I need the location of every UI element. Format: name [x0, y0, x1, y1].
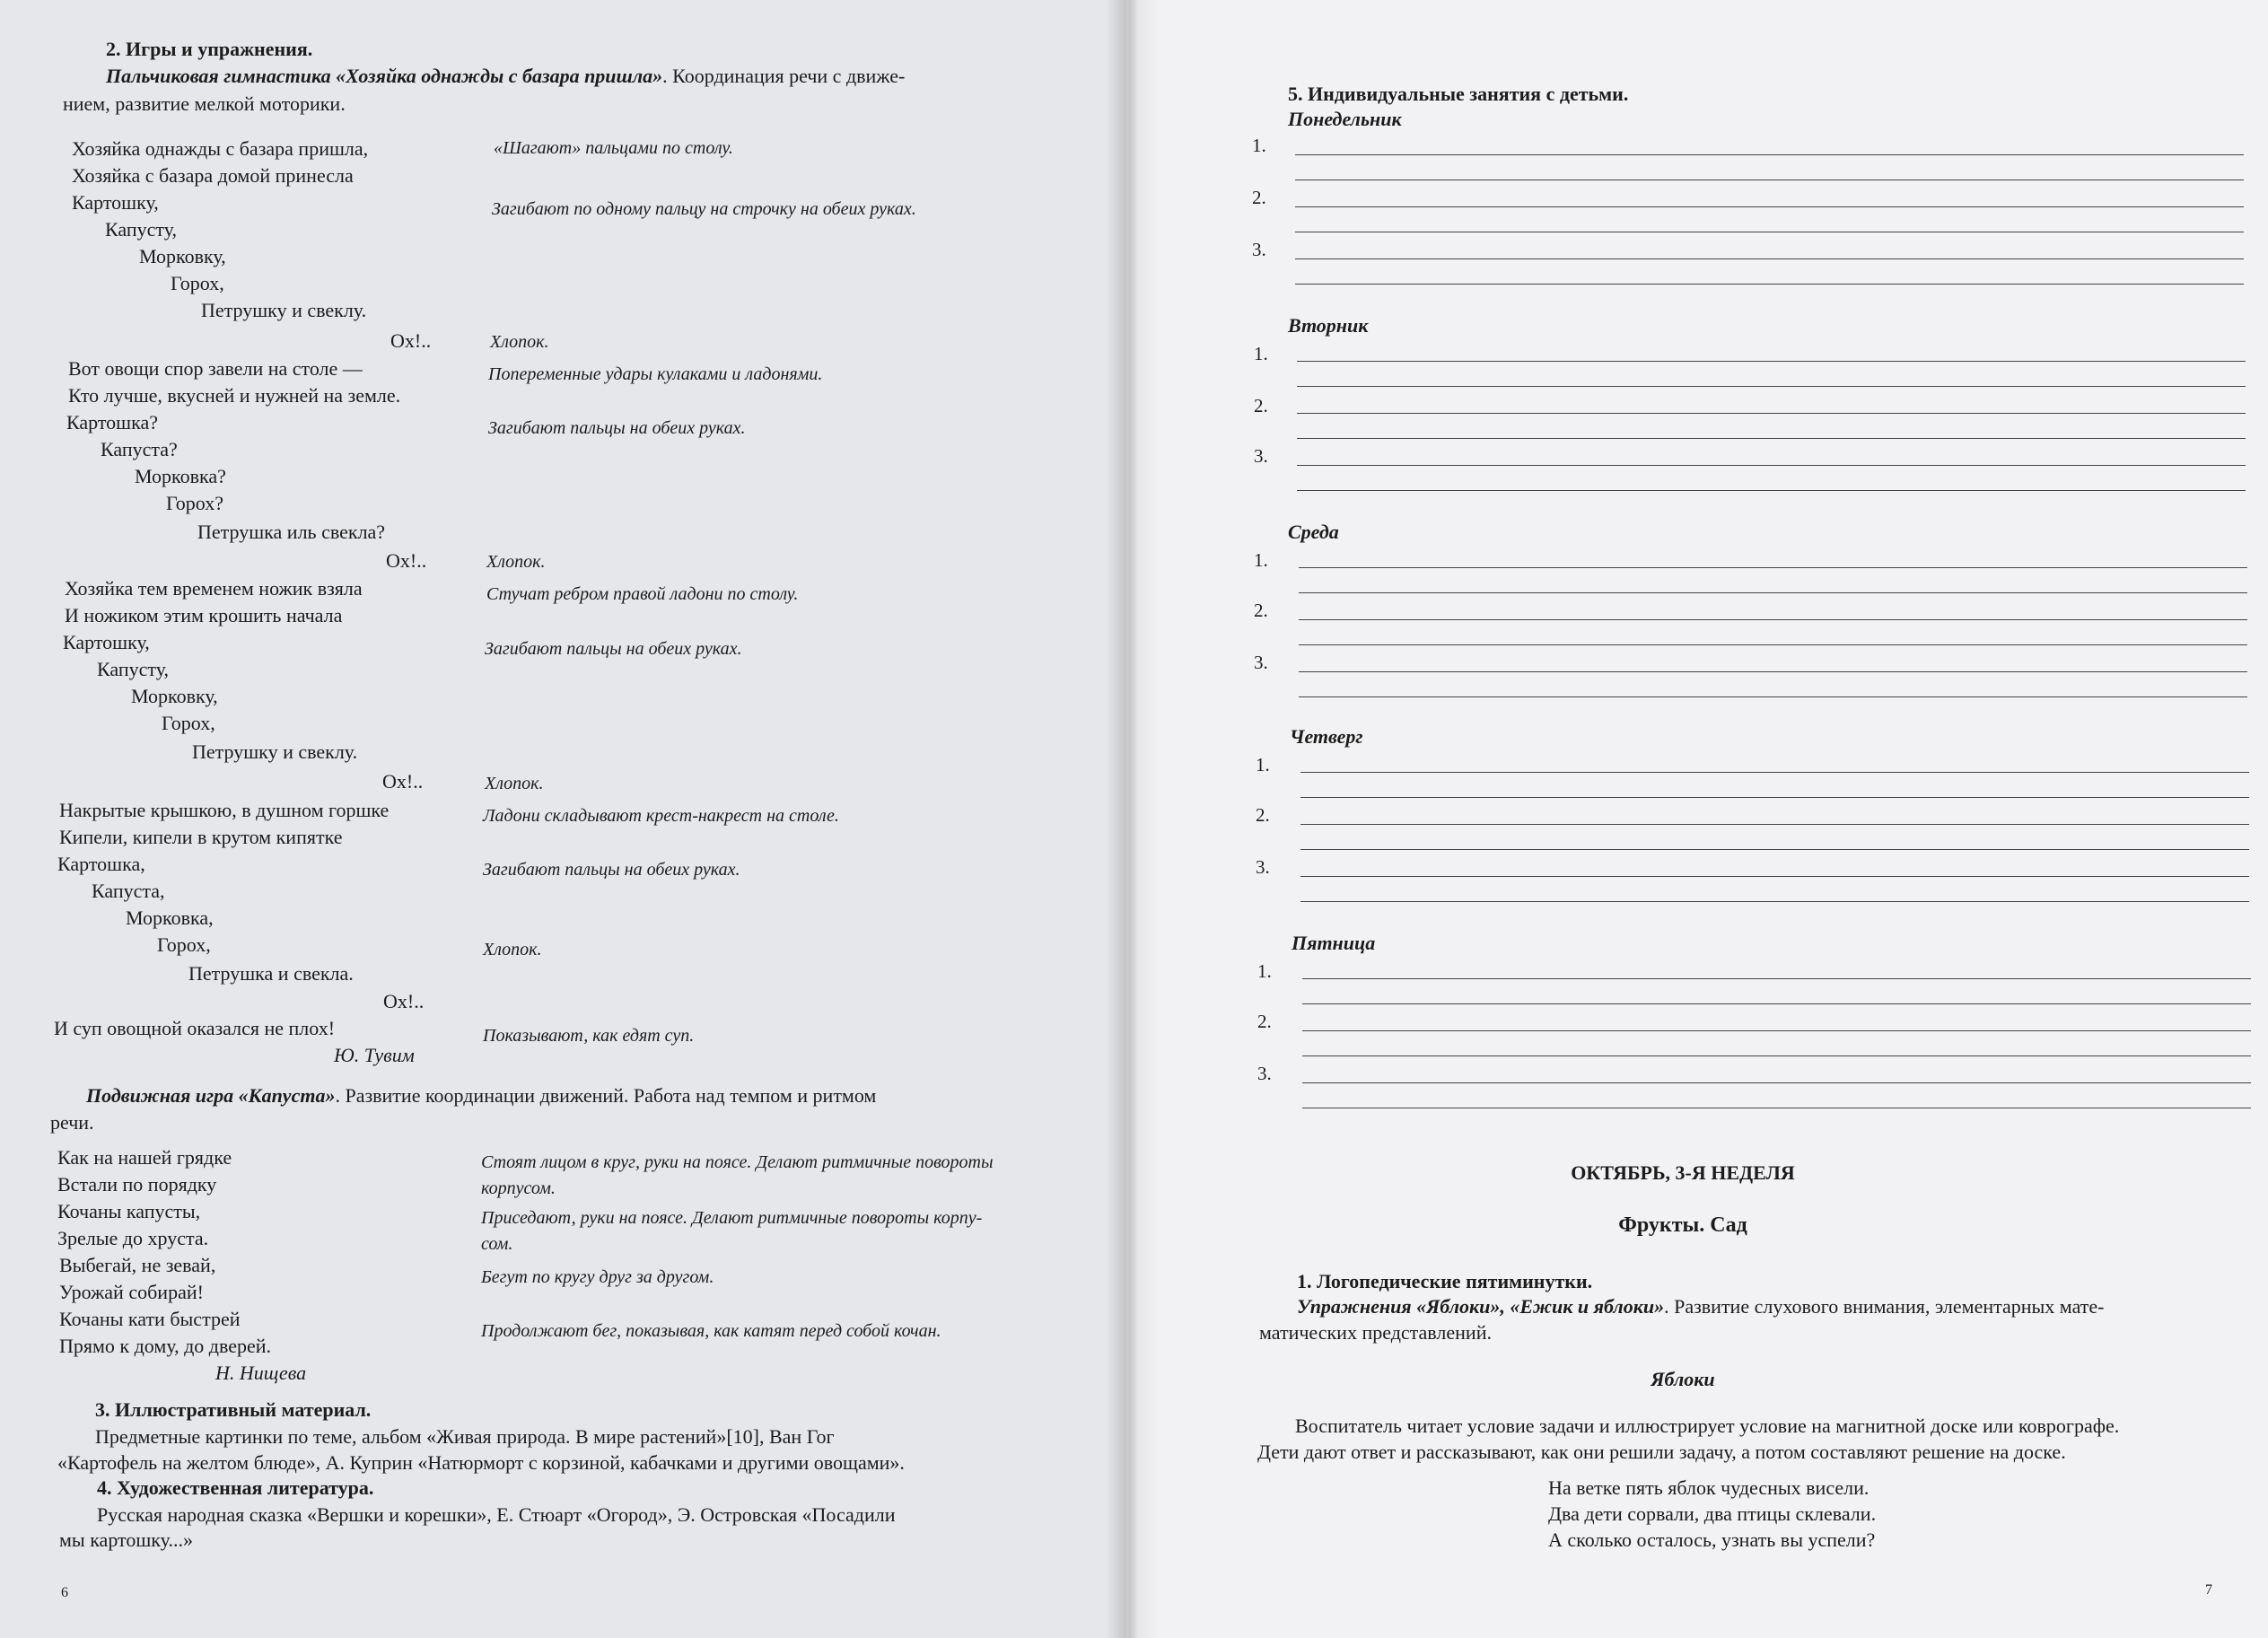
mobile-game-desc: . Развитие координации движений. Работа над темпом и ритмом [335, 1084, 877, 1107]
line-number: 3. [1257, 1063, 1272, 1084]
poem-line: Петрушку и свеклу. [201, 299, 367, 321]
game-line: Кочаны капусты, [57, 1200, 201, 1222]
poem-line: Кто лучше, вкусней и нужней на земле. [68, 384, 401, 407]
poem-line: Горох, [162, 712, 215, 734]
game-note: корпусом. [481, 1178, 556, 1198]
write-line [1299, 644, 2247, 645]
day-thursday: Четверг [1290, 725, 1363, 748]
section2-title: 2. Игры и упражнения. [106, 38, 313, 60]
poem-line: Петрушку и свеклу. [192, 740, 358, 763]
poem-note: Попеременные удары кулаками и ладонями. [488, 364, 823, 384]
game-line: Выбегай, не зевай, [59, 1254, 216, 1276]
poem-note: Загибают пальцы на обеих руках. [485, 639, 742, 659]
line-number: 1. [1257, 960, 1272, 982]
poem-author: Ю. Тувим [334, 1044, 415, 1066]
poem-line: Горох, [157, 933, 211, 956]
poem-line: Картошку, [72, 191, 159, 214]
write-line [1295, 284, 2244, 285]
day-friday: Пятница [1292, 932, 1376, 954]
left-page [0, 0, 1126, 1638]
poem-line: Ох!.. [386, 549, 427, 572]
line-number: 1. [1254, 549, 1268, 571]
section3-title: 3. Иллюстративный материал. [95, 1398, 372, 1421]
section3-text: Предметные картинки по теме, альбом «Живая природа. В мире растений»[10], Ван Гог [95, 1425, 835, 1448]
poem-line: Ох!.. [382, 770, 424, 793]
game-line: Прямо к дому, до дверей. [59, 1335, 272, 1357]
exercise-desc-cont: матических представлений. [1259, 1321, 1492, 1344]
day-wednesday: Среда [1288, 521, 1339, 543]
topic-heading: Фрукты. Сад [1618, 1213, 1747, 1237]
poem-line: Морковка? [135, 465, 226, 487]
poem-line: Хозяйка тем временем ножик взяла [65, 577, 363, 600]
week-heading: ОКТЯБРЬ, 3-Я НЕДЕЛЯ [1571, 1161, 1795, 1184]
line-number: 1. [1254, 343, 1268, 364]
poem-line: Горох, [171, 272, 224, 294]
poem-line: Картошка? [66, 411, 159, 434]
game-line: Встали по порядку [57, 1173, 217, 1196]
poem-line: Морковку, [131, 685, 218, 707]
game-note: Бегут по кругу друг за другом. [481, 1267, 714, 1287]
write-line [1297, 386, 2246, 387]
poem-note: Хлопок. [485, 774, 544, 793]
poem-line: И суп овощной оказался не плох! [54, 1017, 336, 1039]
mobile-game-title: Подвижная игра «Капуста» [86, 1084, 336, 1107]
line-number: 3. [1256, 856, 1270, 878]
poem-line: Вот овощи спор завели на столе — [68, 357, 363, 380]
write-line [1299, 696, 2247, 697]
line-number: 3. [1254, 445, 1268, 467]
write-line [1295, 258, 2244, 259]
game-note: Стоят лицом в круг, руки на поясе. Делают ритмичные повороты [481, 1152, 994, 1172]
poem-line: Горох? [166, 492, 224, 514]
write-line [1300, 797, 2249, 798]
poem-line: Морковку, [139, 245, 226, 267]
line-number: 3. [1252, 239, 1266, 260]
exercise-intro [1297, 1295, 2104, 1318]
write-line [1302, 1082, 2251, 1083]
write-line [1297, 490, 2246, 491]
poem-line: Кипели, кипели в крутом кипятке [59, 826, 343, 848]
write-line [1295, 154, 2244, 155]
write-line [1300, 876, 2249, 877]
write-line [1302, 1030, 2251, 1031]
game-line: Как на нашей грядке [57, 1146, 232, 1169]
write-line [1300, 849, 2249, 850]
game-author: Н. Нищева [215, 1362, 307, 1384]
write-line [1297, 438, 2246, 439]
line-number: 2. [1257, 1011, 1272, 1032]
write-line [1297, 361, 2246, 362]
write-line [1300, 824, 2249, 825]
write-line [1297, 465, 2246, 466]
game-line: Зрелые до хруста. [57, 1227, 209, 1249]
task-line: А сколько осталось, узнать вы успели? [1548, 1529, 1876, 1551]
book-spine-shadow [1106, 0, 1160, 1638]
poem-note: Хлопок. [486, 552, 546, 572]
game-note: сом. [481, 1234, 513, 1254]
mobile-game-intro [86, 1084, 876, 1108]
section4-text-cont: мы картошку...» [59, 1529, 193, 1551]
teacher-text: Воспитатель читает условие задачи и иллюстрирует условие на магнитной доске или коврографе. [1295, 1415, 2120, 1437]
finger-game-intro [106, 65, 905, 88]
poem-note: Загибают по одному пальцу на строчку на обеих руках. [492, 199, 916, 219]
poem-line: Капусту, [105, 218, 178, 241]
poem-line: Хозяйка с базара домой принесла [72, 164, 354, 187]
poem-line: Петрушка иль свекла? [197, 521, 386, 543]
finger-game-title: Пальчиковая гимнастика «Хозяйка однажды с базара пришла» [106, 65, 663, 87]
game-note: Продолжают бег, показывая, как катят перед собой кочан. [481, 1321, 941, 1341]
poem-note: Загибают пальцы на обеих руках. [483, 860, 740, 880]
finger-game-desc-cont: нием, развитие мелкой моторики. [63, 92, 346, 115]
write-line [1300, 901, 2249, 902]
section4-text: Русская народная сказка «Вершки и корешки», Е. Стюарт «Огород», Э. Островская «Посадили [97, 1503, 896, 1526]
poem-note: Показывают, как едят суп. [483, 1026, 695, 1046]
poem-line: Ох!.. [390, 329, 432, 352]
write-line [1299, 619, 2247, 620]
line-number: 2. [1256, 804, 1270, 826]
game-line: Кочаны кати быстрей [59, 1308, 241, 1330]
finger-game-desc: . Координация речи с движе- [662, 65, 906, 87]
poem-line: Петрушка и свекла. [188, 962, 354, 985]
line-number: 1. [1252, 135, 1266, 156]
page-number: 7 [2205, 1582, 2212, 1598]
poem-note: «Шагают» пальцами по столу. [494, 138, 733, 158]
poem-note: Загибают пальцы на обеих руках. [488, 418, 746, 438]
poem-line: Капусту, [97, 658, 170, 680]
write-line [1299, 592, 2247, 593]
section4-title: 4. Художественная литература. [97, 1476, 374, 1499]
logo-title: 1. Логопедические пятиминутки. [1297, 1270, 1593, 1292]
section5-title: 5. Индивидуальные занятия с детьми. [1288, 83, 1629, 105]
poem-line: Картошка, [57, 853, 145, 875]
poem-line: Морковка, [126, 907, 214, 929]
task-line: На ветке пять яблок чудесных висели. [1548, 1476, 1870, 1499]
page-number: 6 [61, 1585, 68, 1600]
write-line [1302, 978, 2251, 979]
mobile-game-desc-cont: речи. [50, 1111, 94, 1134]
poem-line: Картошку, [63, 631, 150, 653]
line-number: 2. [1254, 395, 1268, 416]
right-page [1126, 0, 2268, 1638]
game-line: Урожай собирай! [59, 1281, 204, 1303]
poem-line: Хозяйка однажды с базара пришла, [72, 137, 369, 160]
line-number: 2. [1252, 187, 1266, 208]
poem-line: Ох!.. [383, 990, 425, 1012]
section3-text-cont: «Картофель на желтом блюде», А. Куприн «Натюрморт с корзиной, кабачками и другими овощами». [57, 1451, 905, 1474]
game-note: Приседают, руки на поясе. Делают ритмичные повороты корпу- [481, 1208, 983, 1228]
poem-line: Капуста, [92, 880, 165, 902]
write-line [1302, 1003, 2251, 1004]
poem-note: Ладони складывают крест-накрест на столе. [483, 806, 839, 826]
write-line [1300, 772, 2249, 773]
line-number: 2. [1254, 600, 1268, 621]
poem-line: Капуста? [101, 438, 178, 460]
poem-note: Стучат ребром правой ладони по столу. [486, 584, 799, 604]
write-line [1295, 206, 2244, 207]
write-line [1299, 567, 2247, 568]
exercise-title: Упражнения «Яблоки», «Ежик и яблоки» [1297, 1295, 1665, 1318]
write-line [1299, 671, 2247, 672]
poem-line: И ножиком этим крошить начала [65, 604, 343, 626]
day-monday: Понедельник [1288, 108, 1402, 130]
apples-heading: Яблоки [1651, 1368, 1715, 1390]
exercise-desc: . Развитие слухового внимания, элементарных мате- [1664, 1295, 2105, 1318]
line-number: 1. [1256, 754, 1270, 775]
day-tuesday: Вторник [1288, 314, 1369, 337]
poem-note: Хлопок. [483, 940, 542, 959]
teacher-text-cont: Дети дают ответ и рассказывают, как они решили задачу, а потом составляют решение на доске. [1257, 1441, 2066, 1463]
poem-note: Хлопок. [490, 332, 549, 352]
task-line: Два дети сорвали, два птицы склевали. [1548, 1502, 1877, 1525]
line-number: 3. [1254, 652, 1268, 673]
poem-line: Накрытые крышкою, в душном горшке [59, 799, 390, 821]
write-line [1297, 413, 2246, 414]
